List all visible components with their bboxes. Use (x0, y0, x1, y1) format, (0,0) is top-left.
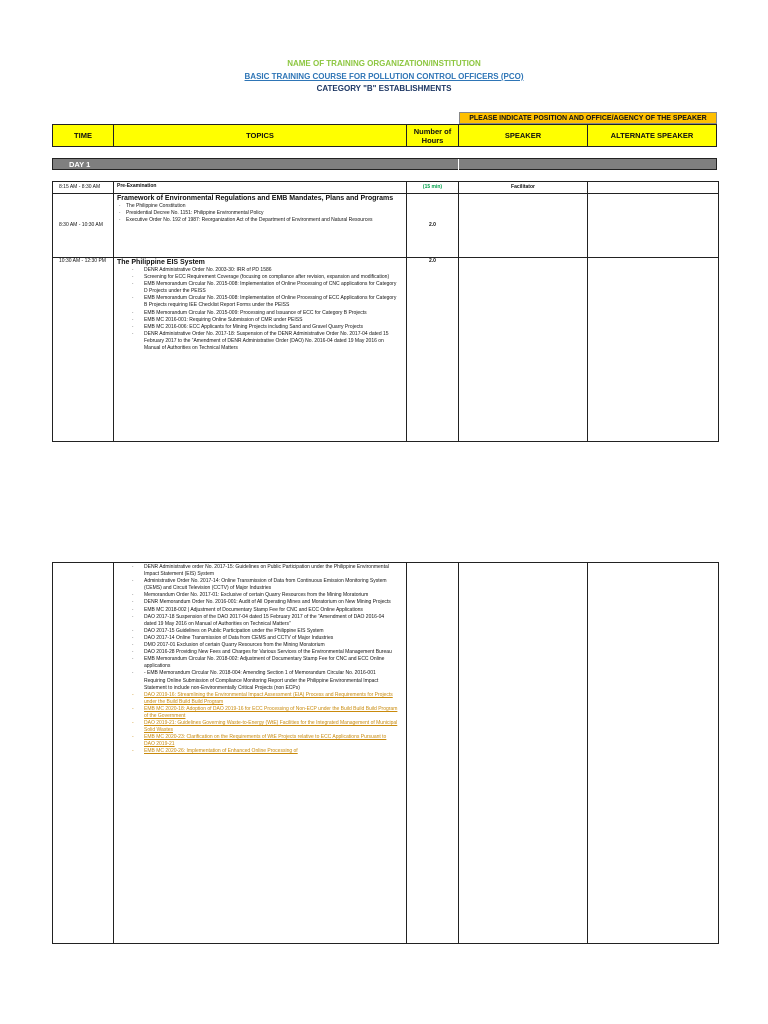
list-item: · Screening for ECC Requirement Coverage (focusing on compliance after revision, expansion and modification) (132, 274, 390, 281)
day-banner (52, 158, 717, 170)
topic-title: Pre-Examination (114, 182, 407, 194)
organization-name: NAME OF TRAINING ORGANIZATION/INSTITUTION (287, 59, 481, 68)
list-item: · Memorandum Order No. 2017-01: Exclusive of certain Quarry Resources from the Mining Moratorium (132, 592, 369, 599)
list-item: · EMB Memorandum Circular No. 2018-002: Adjustment of Documentary Stamp Fee for CNC and ECC Online applications (132, 656, 385, 670)
highlighted-list-item[interactable]: - EMB MC 2020-26: Implementation of Enhanced Online Processing of (132, 748, 298, 755)
list-item: · Executive Order No. 192 of 1987: Reorganization Act of the Department of Environment and Natural Resources (119, 217, 373, 224)
col-header-time: TIME (52, 124, 114, 147)
col-header-speaker: SPEAKER (458, 124, 588, 147)
speaker-note-banner: PLEASE INDICATE POSITION AND OFFICE/AGENCY OF THE SPEAKER (459, 112, 717, 124)
category-title: CATEGORY "B" ESTABLISHMENTS (316, 84, 452, 93)
list-item: · The Philippine Constitution (119, 203, 186, 209)
alt-speaker-cell (588, 194, 719, 258)
time-cell: 8:15 AM - 8:30 AM (53, 182, 114, 194)
list-item: · - EMB Memorandum Circular No. 2018-004: Amending Section 1 of Memorandum Circular No. 2016-001 Requiring Online Submission of Compliance Monitoring Report under the Philippine Environmental Impact Statement to include non-Environmentally Critical Projects (non ECPs) (132, 670, 379, 691)
list-item: · DMO 2017-01 Exclusion of certain Quarry Resources from the Mining Moratorium (132, 642, 325, 649)
schedule-table-page1 (52, 181, 719, 442)
schedule-table-page2 (52, 562, 719, 944)
speaker-cell (459, 258, 588, 442)
speaker-cell (459, 194, 588, 258)
list-item: · EMB Memorandum Circular No. 2015-009: Processing and Issuance of ECC for Category B Projects (132, 309, 367, 316)
table-row (53, 563, 719, 944)
list-item: · DENR Administrative Order No. 2017-18: Suspension of the DENR Administrative Order No. 2017-04 dated 15 February 2017 to the “Amendment of DENR Administrative Order (DAO) No. 2016-04 dated 19 May 2016 on Manual of Authorities on Technical Matters (132, 330, 389, 352)
list-item: · EMB MC 2016-006: ECC Applicants for Mining Projects including Sand and Gravel Quarry Projects (132, 323, 363, 330)
list-item: · DAO 2017-14 Online Transmission of Data from CEMS and CCTV of Major Industries (132, 634, 334, 641)
list-item: · DENR Administrative Order No. 2003-30: IRR of PD 1586 (132, 267, 272, 273)
table-row (53, 258, 719, 442)
topic-title: Framework of Environmental Regulations and EMB Mandates, Plans and Programs (117, 195, 394, 202)
alt-speaker-cell (588, 258, 719, 442)
list-item: · DAO 2016-28 Providing New Fees and Charges for Various Services of the Environmental Management Bureau (132, 649, 392, 656)
list-item: · DENR Memorandum Order No. 2016-001: Audit of All Operating Mines and Moratorium on New Mining Projects (132, 599, 391, 606)
list-item: · DAO 2017-18 Suspension of the DAO 2017-04 dated 15 February 2017 of the “Amendment of DAO 2016-04 dated 19 May 2016 on Manual of Authorities on Technical Matters” (132, 613, 385, 627)
topic-list (114, 564, 406, 756)
col-header-hours: Number of Hours (406, 124, 459, 147)
highlighted-list-item[interactable]: - DAO 2019-16: Streamlining the Environmental Impact Assessment (EIA) Process and Requirements for Projects under the Build Build Build Program (132, 691, 393, 705)
day-divider (458, 159, 459, 170)
table-row (53, 194, 719, 258)
time-cell: 10:30 AM - 12:30 PM (53, 258, 114, 442)
table-row (53, 182, 719, 194)
speaker-cell (459, 563, 588, 944)
list-item: · EMB MC 2018-002 | Adjustment of Documentary Stamp Fee for CNC and ECC Online Applications (132, 606, 363, 613)
speaker-cell: Facilitator (459, 182, 588, 194)
list-item: · Presidential Decree No. 1151: Philippine Environmental Policy (119, 210, 264, 217)
course-title[interactable]: BASIC TRAINING COURSE FOR POLLUTION CONTROL OFFICERS (PCO) (244, 72, 524, 81)
day-label: DAY 1 (69, 160, 91, 169)
hours-cell (407, 563, 459, 944)
list-item: · Administrative Order No. 2017-14: Online Transmission of Data from Continuous Emission Monitoring System (CEMS) and Circuit Television (CCTV) of Major Industries (132, 578, 387, 592)
time-cell (53, 563, 114, 944)
list-item: · DAO 2017-15 Guidelines on Public Participation under the Philippine EIS System (132, 627, 324, 634)
col-header-topics: TOPICS (113, 124, 407, 147)
topic-title: The Philippine EIS System (117, 259, 205, 266)
list-item: · EMB MC 2016-001: Requiring Online Submission of CMR under PEISS (132, 316, 303, 323)
topic-cell (114, 563, 407, 944)
list-item: · DENR Administrative order No. 2017-15: Guidelines on Public Participation under the Philippine Environmental Impact Statement (EIS) System (132, 564, 389, 578)
topic-list (114, 267, 406, 352)
hours-cell: (15 min) (407, 182, 459, 194)
hours-cell: 2.0 (407, 194, 459, 258)
time-cell: 8:30 AM - 10:30 AM (53, 194, 114, 258)
alt-speaker-cell (588, 563, 719, 944)
highlighted-list-item[interactable]: - DAO 2019-21: Guidelines Governing Waste-to-Energy (WtE) Facilities for the Integrated Management of Municipal Solid Wastes (132, 720, 398, 734)
topic-cell (114, 194, 407, 258)
hours-cell: 2.0 (407, 258, 459, 442)
topic-cell (114, 258, 407, 442)
alt-speaker-cell (588, 182, 719, 194)
highlighted-list-item[interactable]: - EMB MC 2020-23: Clarification on the Requirements of WtE Projects relative to ECC Applications Pursuant to DAO 2019-21 (132, 734, 387, 748)
col-header-alternate-speaker: ALTERNATE SPEAKER (587, 124, 717, 147)
topic-list (114, 203, 406, 224)
highlighted-list-item[interactable]: - EMB MC 2020-18: Adoption of DAO 2019-16 for ECC Processing of Non-ECP under the Build Build Build Program of the Government (132, 705, 398, 719)
list-item: · EMB Memorandum Circular No. 2015-008: Implementation of Online Processing of CNC applications for Category D Projects under the PEISS (132, 281, 397, 295)
list-item: · EMB Memorandum Circular No. 2015-008: Implementation of Online Processing of ECC Applications for Category B Projects requiring IEE Checklist Report Forms under the PEISS (132, 295, 397, 309)
